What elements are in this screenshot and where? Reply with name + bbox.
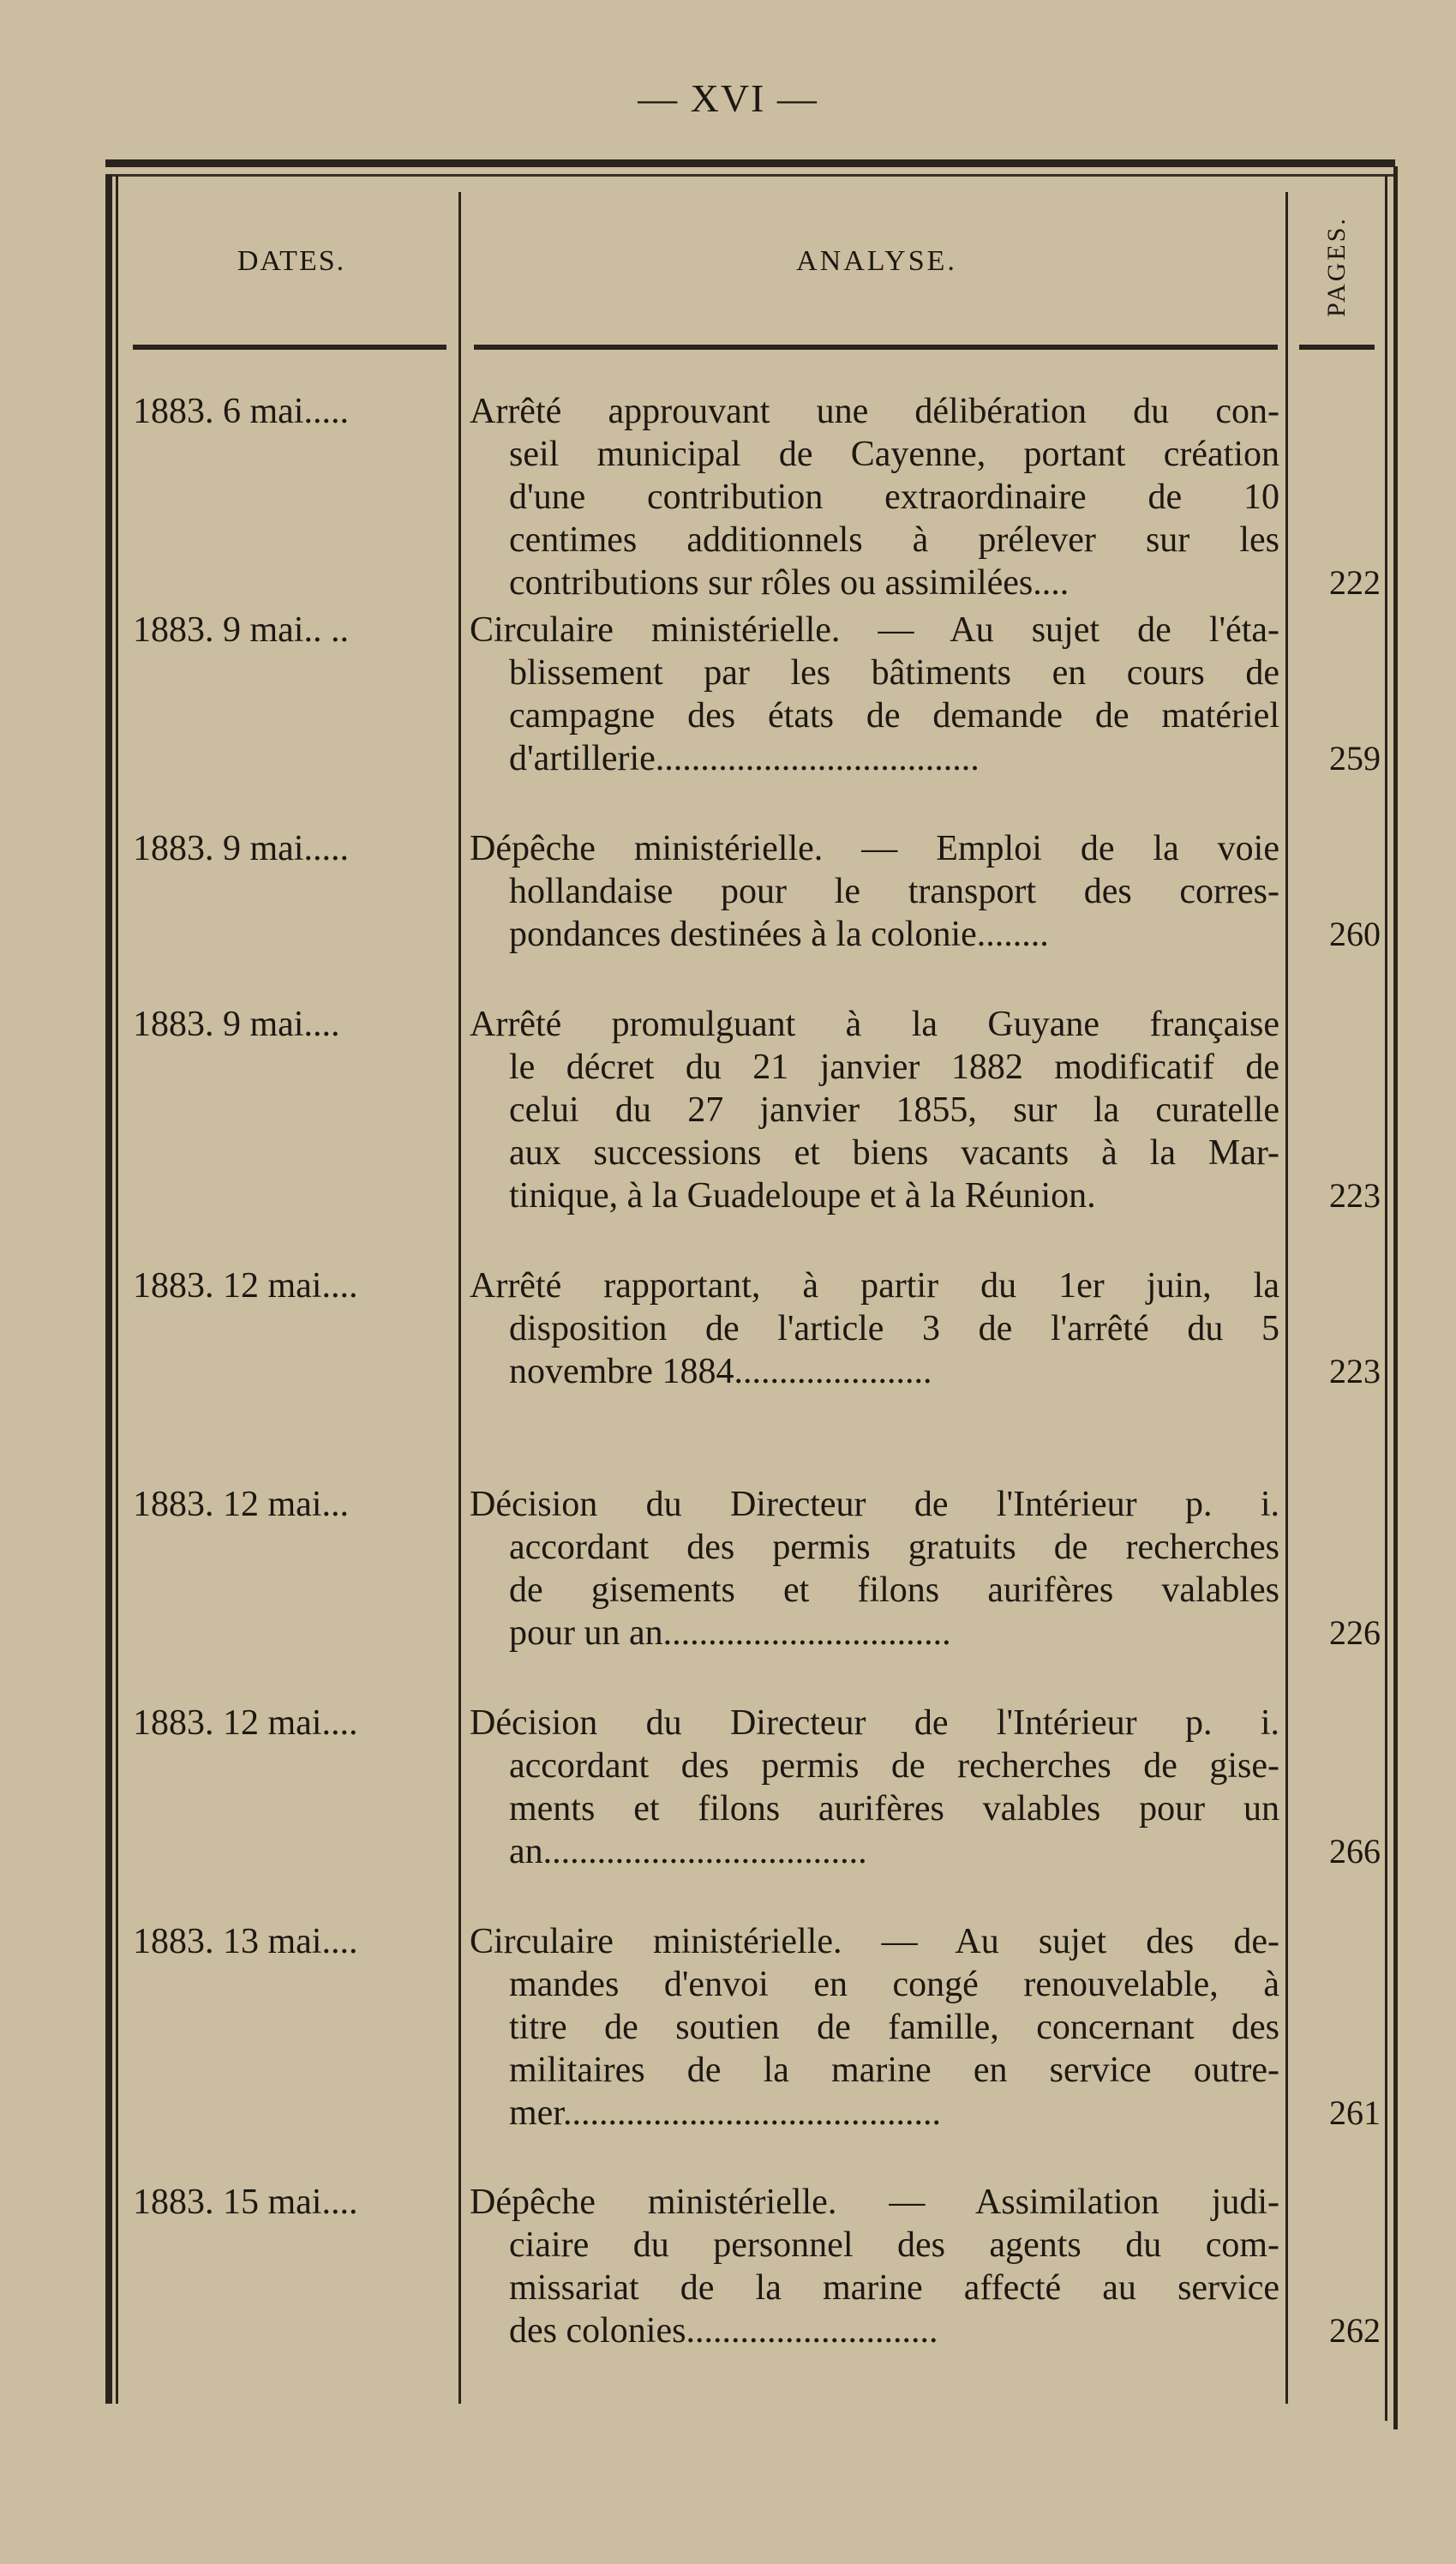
analysis-line: Dépêche ministérielle. — Assimilation judi- [470, 2183, 1279, 2222]
analysis-line: accordant des permis gratuits de recherches [509, 1528, 1279, 1567]
entry-date: 1883. 9 mai..... [133, 829, 349, 868]
index-table [105, 159, 1404, 2414]
entry-page-number: 259 [1329, 739, 1381, 778]
analysis-line: des colonies............................ [509, 2311, 938, 2351]
column-header-dates: DATES. [237, 245, 346, 277]
analysis-line: Circulaire ministérielle. — Au sujet des de- [470, 1922, 1279, 1961]
entry-date: 1883. 15 mai.... [133, 2183, 358, 2222]
entry-analysis [470, 1264, 1279, 1393]
analysis-line: Arrêté promulguant à la Guyane française [470, 1005, 1279, 1044]
entry-date: 1883. 9 mai.... [133, 1005, 340, 1044]
entry-page-number: 223 [1329, 1176, 1381, 1215]
analysis-line: Arrêté rapportant, à partir du 1er juin, la [470, 1266, 1279, 1306]
entry-analysis [470, 390, 1279, 604]
analysis-line: Décision du Directeur de l'Intérieur p. i. [470, 1703, 1279, 1743]
header-rule-dates [133, 345, 446, 350]
entry-date: 1883. 13 mai.... [133, 1922, 358, 1961]
entry-analysis [470, 827, 1279, 956]
analysis-line: novembre 1884...................... [509, 1352, 932, 1391]
analysis-line: aux successions et biens vacants à la Mar- [509, 1133, 1279, 1173]
analysis-line: de gisements et filons aurifères valables [509, 1570, 1279, 1610]
column-header-analyse: ANALYSE. [796, 245, 957, 277]
entry-analysis [470, 1003, 1279, 1217]
analysis-line: ments et filons aurifères valables pour un [509, 1789, 1279, 1828]
top-rule-thin [105, 174, 1395, 177]
entry-date: 1883. 9 mai.. .. [133, 610, 349, 650]
entry-page-number: 266 [1329, 1832, 1381, 1870]
analysis-line: mer.......................................... [509, 2093, 941, 2133]
header-rule-analyse [474, 345, 1278, 350]
entry-date: 1883. 12 mai.... [133, 1266, 358, 1306]
analysis-line: pondances destinées à la colonie........ [509, 915, 1049, 954]
column-header-pages [1299, 194, 1375, 339]
header-rule-pages [1299, 345, 1375, 350]
page-header: — XVI — [638, 76, 818, 120]
top-rule [105, 159, 1395, 167]
analysis-line: Arrêté approuvant une délibération du con- [470, 392, 1279, 431]
left-border-inner [116, 175, 118, 2404]
analysis-line: mandes d'envoi en congé renouvelable, à [509, 1965, 1279, 2004]
analysis-line: pour un an................................ [509, 1613, 951, 1653]
entry-page-number: 226 [1329, 1613, 1381, 1652]
analysis-line: seil municipal de Cayenne, portant création [509, 435, 1279, 474]
analysis-line: Dépêche ministérielle. — Emploi de la voie [470, 829, 1279, 868]
entry-page-number: 261 [1329, 2093, 1381, 2132]
entry-date: 1883. 6 mai..... [133, 392, 349, 431]
analysis-line: disposition de l'article 3 de l'arrêté du 5 [509, 1309, 1279, 1348]
analysis-line: hollandaise pour le transport des corres- [509, 872, 1279, 911]
entry-date: 1883. 12 mai.... [133, 1703, 358, 1743]
entry-analysis [470, 2181, 1279, 2352]
analysis-line: missariat de la marine affecté au service [509, 2268, 1279, 2308]
analysis-line: d'une contribution extraordinaire de 10 [509, 477, 1279, 517]
analysis-line: contributions sur rôles ou assimilées.... [509, 563, 1070, 603]
entry-page-number: 260 [1329, 915, 1381, 953]
analysis-line: Décision du Directeur de l'Intérieur p. i. [470, 1485, 1279, 1524]
entry-analysis [470, 1483, 1279, 1654]
analysis-line: an.................................... [509, 1832, 867, 1871]
analysis-line: le décret du 21 janvier 1882 modificatif de [509, 1048, 1279, 1087]
column-divider-dates [458, 192, 461, 2404]
analysis-line: ciaire du personnel des agents du com- [509, 2225, 1279, 2265]
analysis-line: accordant des permis de recherches de gise- [509, 1746, 1279, 1786]
analysis-line: tinique, à la Guadeloupe et à la Réunion. [509, 1176, 1096, 1216]
analysis-line: campagne des états de demande de matériel [509, 696, 1279, 736]
entry-date: 1883. 12 mai... [133, 1485, 349, 1524]
right-border [1393, 166, 1398, 2429]
entry-analysis [470, 1702, 1279, 1873]
analysis-line: centimes additionnels à prélever sur les [509, 520, 1279, 560]
analysis-line: militaires de la marine en service outre- [509, 2051, 1279, 2090]
analysis-line: blissement par les bâtiments en cours de [509, 653, 1279, 693]
left-border [105, 175, 112, 2404]
column-header-pages-label: PAGES. [1322, 216, 1351, 317]
analysis-line: Circulaire ministérielle. — Au sujet de l'éta- [470, 610, 1279, 650]
right-border-inner [1385, 175, 1387, 2421]
entry-analysis [470, 609, 1279, 780]
column-divider-pages [1285, 192, 1288, 2404]
entry-page-number: 262 [1329, 2311, 1381, 2350]
entry-page-number: 223 [1329, 1352, 1381, 1390]
entry-analysis [470, 1920, 1279, 2135]
analysis-line: titre de soutien de famille, concernant des [509, 2008, 1279, 2047]
analysis-line: celui du 27 janvier 1855, sur la curatelle [509, 1090, 1279, 1130]
analysis-line: d'artillerie.................................... [509, 739, 980, 778]
entry-page-number: 222 [1329, 563, 1381, 602]
